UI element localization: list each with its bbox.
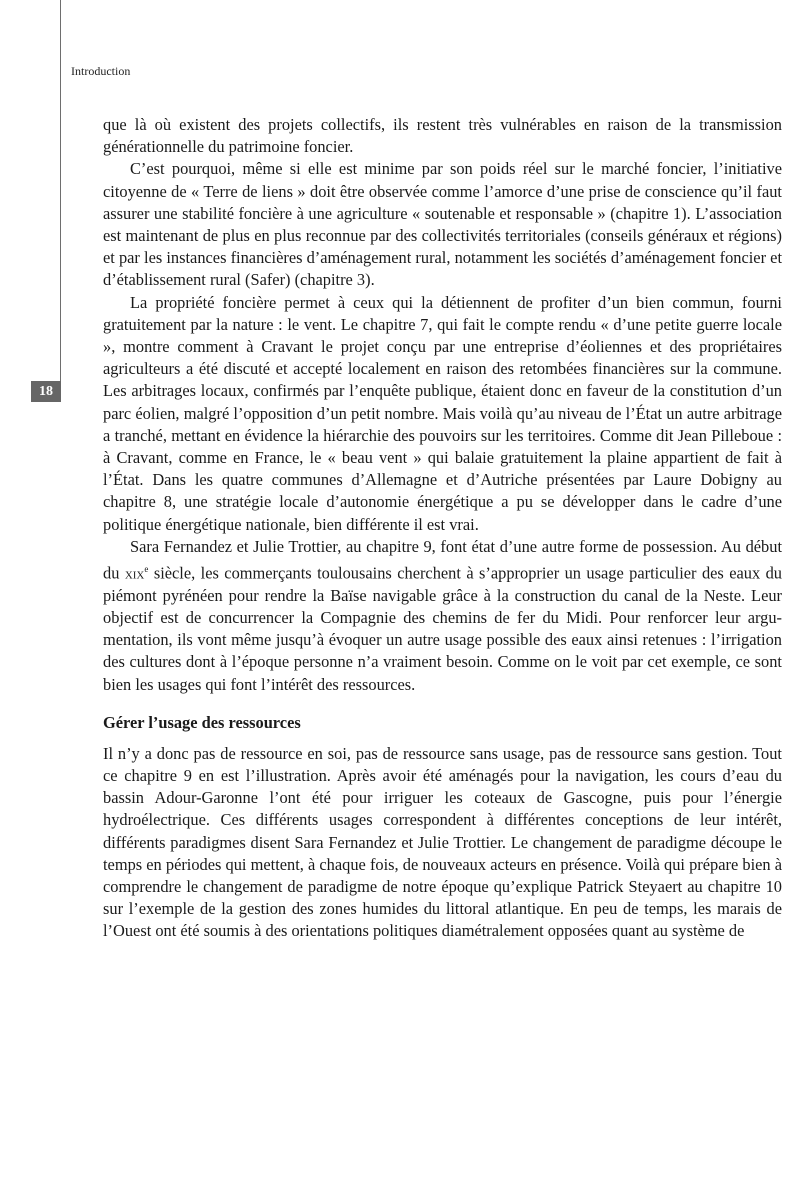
p4-mid: possession. Au début du <box>103 536 783 583</box>
body-text <box>103 114 782 943</box>
p4-lead: Sara Fernandez et Julie Trottier, au chapitre 9, font état d’une autre forme de <box>130 536 643 556</box>
century-numeral: xix <box>124 563 145 583</box>
century-superscript: e <box>144 564 149 575</box>
paragraph-3: La propriété foncière permet à ceux qui la détiennent de profiter d’un bien commun, fourni gratuitement par la nature : le vent. Le chapitre 7, qui fait le compte rendu « d’une petite guerre locale », montre comment à Cravant le projet conçu par une entreprise d’éoliennes et des propriétaires agriculteurs a été discuté et accepté localement en raison des retombées financières sur la commune. Les arbitrages locaux, confirmés par l’enquête publique, étaient donc en faveur de la constitution d’un parc éolien, malgré l’opposition d’un petit nombre. Mais voilà qu’au niveau de l’État un autre arbitrage a tranché, mettant en évidence la hiérarchie des pouvoirs sur les territoires. Comme dit Jean Pilleboue : à Cravant, comme en France, le « beau vent » qui balaie gratuitement la plaine appartient de fait à l’État. Dans les quatre communes d’Allemagne et d’Autriche présentées par Laure Dobigny au chapitre 8, une stratégie locale d’autonomie énergétique a pu se développer dans le cadre d’une politique énergétique nationale, bien différente il est vrai. <box>103 292 782 534</box>
margin-rule <box>60 0 61 383</box>
paragraph-2: C’est pourquoi, même si elle est minime par son poids réel sur le marché foncier, l’initiative citoyenne de « Terre de liens » doit être observée comme l’amorce d’une prise de conscience qu’il faut assurer une stabilité foncière à une agriculture « soutenable et responsable » (chapitre 1). L’association est maintenant de plus en plus reconnue par des collectivités territoriales (conseils généraux et régions) et par les instances financières d’aménagement rural, notamment les sociétés d’aménagement foncier et d’établissement rural (Safer) (chapitre 3). <box>103 159 782 290</box>
p4-rest: siècle, les commerçants toulousains cherchent à s’approprier un usage particulier des eaux du piémont pyrénéen pour rendre la Baïse navigable grâce à la construction du canal de la Neste. Leur objectif est de concurrencer la Compagnie des chemins de fer du Midi. Pour renforcer leur argumentation, ils vont même jusqu’à évoquer un autre usage possible des eaux ainsi retenues : l’irrigation des cultures dont à l’époque personne n’a vraiment besoin. Comme on le voit par cet exemple, ce sont bien les usages qui font l’intérêt des ressources. <box>103 563 782 694</box>
paragraph-4 <box>103 536 782 696</box>
paragraph-1: que là où existent des projets collectifs, ils restent très vulnérables en raison de la transmission générationnelle du patrimoine foncier. <box>103 115 782 157</box>
paragraph-5: Il n’y a donc pas de ressource en soi, pas de ressource sans usage, pas de ressource sans gestion. Tout ce chapitre 9 en est l’illustration. Après avoir été aménagés pour la navigation, les cours d’eau du bassin Adour-Garonne l’ont été pour irriguer les coteaux de Gascogne, puis pour l’énergie hydroélectrique. Ces différents usages correspondent à différentes conceptions de leur intérêt, différents paradigmes disent Sara Fernandez et Julie Trottier. Le changement de paradigme découpe le temps en périodes qui mettent, à chaque fois, de nouveaux acteurs en présence. Voilà qui prépare bien à comprendre le changement de paradigme de notre époque qu’explique Patrick Steyaert au chapitre 10 sur l’exemple de la gestion des zones humides du littoral atlantique. En peu de temps, les marais de l’Ouest ont été soumis à des orientations politiques diamétralement opposées quant au système de <box>103 743 782 941</box>
running-head: Introduction <box>71 64 131 78</box>
page-number: 18 <box>31 381 61 402</box>
section-heading: Gérer l’usage des ressources <box>103 712 301 732</box>
